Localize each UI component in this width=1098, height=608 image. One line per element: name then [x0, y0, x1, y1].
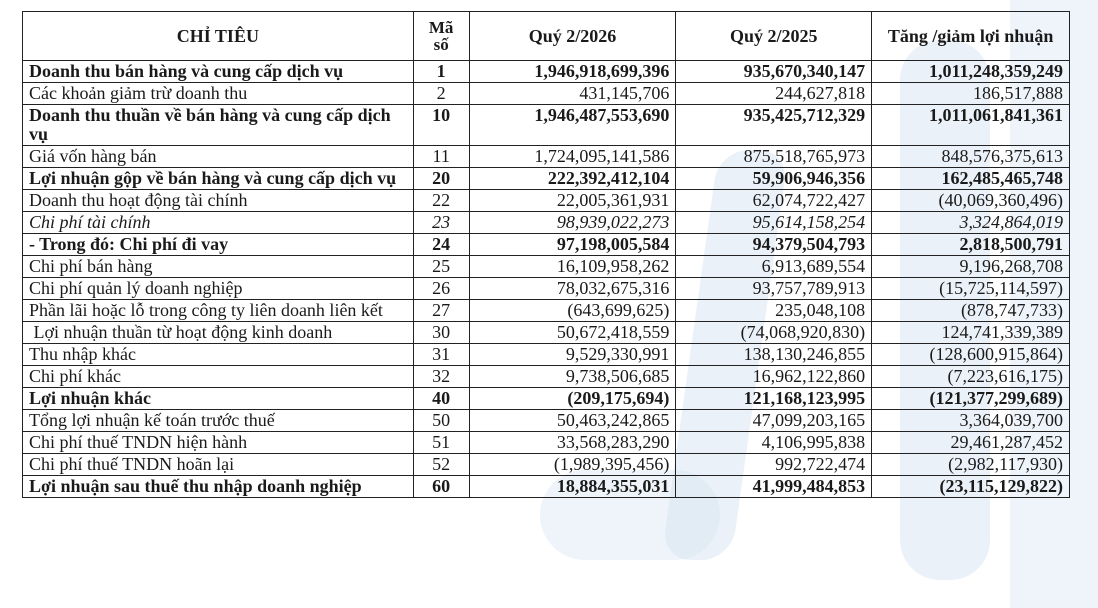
row-q2-2026: 1,946,487,553,690 [469, 105, 676, 146]
row-change: 2,818,500,791 [872, 234, 1070, 256]
row-q2-2025: (74,068,920,830) [676, 322, 872, 344]
row-label: Chi phí thuế TNDN hiện hành [23, 432, 414, 454]
row-code: 23 [413, 212, 469, 234]
row-q2-2025: 4,106,995,838 [676, 432, 872, 454]
table-row [23, 256, 1070, 278]
row-q2-2025: 875,518,765,973 [676, 146, 872, 168]
row-code: 32 [413, 366, 469, 388]
row-q2-2026: 78,032,675,316 [469, 278, 676, 300]
row-change: (40,069,360,496) [872, 190, 1070, 212]
row-code: 26 [413, 278, 469, 300]
row-change: (15,725,114,597) [872, 278, 1070, 300]
table-row [23, 366, 1070, 388]
row-label: Thu nhập khác [23, 344, 414, 366]
row-q2-2026: 1,724,095,141,586 [469, 146, 676, 168]
row-q2-2025: 16,962,122,860 [676, 366, 872, 388]
row-label: Chi phí tài chính [23, 212, 414, 234]
row-change: 3,364,039,700 [872, 410, 1070, 432]
row-q2-2026: 22,005,361,931 [469, 190, 676, 212]
row-q2-2026: 98,939,022,273 [469, 212, 676, 234]
row-code: 31 [413, 344, 469, 366]
header-code: Mã số [413, 12, 469, 61]
table-row [23, 476, 1070, 498]
table-row [23, 234, 1070, 256]
row-code: 60 [413, 476, 469, 498]
row-code: 1 [413, 61, 469, 83]
row-change: 848,576,375,613 [872, 146, 1070, 168]
row-q2-2025: 235,048,108 [676, 300, 872, 322]
header-change: Tăng /giảm lợi nhuận [872, 12, 1070, 61]
row-q2-2026: 1,946,918,699,396 [469, 61, 676, 83]
table-row [23, 168, 1070, 190]
row-code: 24 [413, 234, 469, 256]
row-q2-2026: 9,738,506,685 [469, 366, 676, 388]
row-q2-2026: 431,145,706 [469, 83, 676, 105]
table-row [23, 344, 1070, 366]
row-q2-2025: 41,999,484,853 [676, 476, 872, 498]
row-label: Doanh thu thuần về bán hàng và cung cấp dịch vụ [23, 105, 414, 146]
table-row [23, 388, 1070, 410]
header-q2-2025: Quý 2/2025 [676, 12, 872, 61]
row-change: 9,196,268,708 [872, 256, 1070, 278]
table-row [23, 105, 1070, 146]
header-indicator: CHỈ TIÊU [23, 12, 414, 61]
row-change: (121,377,299,689) [872, 388, 1070, 410]
row-change: (128,600,915,864) [872, 344, 1070, 366]
row-code: 22 [413, 190, 469, 212]
table-row [23, 146, 1070, 168]
header-q2-2026: Quý 2/2026 [469, 12, 676, 61]
row-change: 1,011,061,841,361 [872, 105, 1070, 146]
table-row [23, 190, 1070, 212]
row-change: (7,223,616,175) [872, 366, 1070, 388]
row-q2-2025: 935,425,712,329 [676, 105, 872, 146]
row-label: Chi phí bán hàng [23, 256, 414, 278]
row-q2-2025: 992,722,474 [676, 454, 872, 476]
row-code: 52 [413, 454, 469, 476]
row-q2-2026: 50,672,418,559 [469, 322, 676, 344]
row-code: 11 [413, 146, 469, 168]
row-label: Doanh thu hoạt động tài chính [23, 190, 414, 212]
row-q2-2026: 50,463,242,865 [469, 410, 676, 432]
row-q2-2025: 244,627,818 [676, 83, 872, 105]
row-code: 40 [413, 388, 469, 410]
row-label: Tổng lợi nhuận kế toán trước thuế [23, 410, 414, 432]
row-q2-2025: 6,913,689,554 [676, 256, 872, 278]
row-q2-2025: 935,670,340,147 [676, 61, 872, 83]
row-q2-2025: 95,614,158,254 [676, 212, 872, 234]
row-code: 30 [413, 322, 469, 344]
row-change: 3,324,864,019 [872, 212, 1070, 234]
row-q2-2026: (643,699,625) [469, 300, 676, 322]
table-row [23, 300, 1070, 322]
row-q2-2025: 138,130,246,855 [676, 344, 872, 366]
row-q2-2026: 16,109,958,262 [469, 256, 676, 278]
row-code: 2 [413, 83, 469, 105]
row-label: Lợi nhuận gộp về bán hàng và cung cấp dịch vụ [23, 168, 414, 190]
table-row [23, 454, 1070, 476]
row-change: 162,485,465,748 [872, 168, 1070, 190]
row-q2-2025: 47,099,203,165 [676, 410, 872, 432]
table-row [23, 83, 1070, 105]
row-q2-2025: 93,757,789,913 [676, 278, 872, 300]
row-change: (23,115,129,822) [872, 476, 1070, 498]
row-label: - Trong đó: Chi phí đi vay [23, 234, 414, 256]
row-code: 51 [413, 432, 469, 454]
row-label: Chi phí thuế TNDN hoãn lại [23, 454, 414, 476]
row-q2-2026: 9,529,330,991 [469, 344, 676, 366]
row-change: 186,517,888 [872, 83, 1070, 105]
row-q2-2025: 62,074,722,427 [676, 190, 872, 212]
row-q2-2025: 121,168,123,995 [676, 388, 872, 410]
row-q2-2026: 18,884,355,031 [469, 476, 676, 498]
row-q2-2026: (1,989,395,456) [469, 454, 676, 476]
row-change: 29,461,287,452 [872, 432, 1070, 454]
row-code: 10 [413, 105, 469, 146]
row-code: 25 [413, 256, 469, 278]
row-change: 1,011,248,359,249 [872, 61, 1070, 83]
row-q2-2025: 94,379,504,793 [676, 234, 872, 256]
row-label: Lợi nhuận thuần từ hoạt động kinh doanh [23, 322, 414, 344]
row-label: Phần lãi hoặc lỗ trong công ty liên doanh liên kết [23, 300, 414, 322]
table-row [23, 61, 1070, 83]
row-q2-2026: 33,568,283,290 [469, 432, 676, 454]
table-header-row [23, 12, 1070, 61]
row-label: Lợi nhuận sau thuế thu nhập doanh nghiệp [23, 476, 414, 498]
row-q2-2026: 222,392,412,104 [469, 168, 676, 190]
row-code: 27 [413, 300, 469, 322]
row-label: Chi phí quản lý doanh nghiệp [23, 278, 414, 300]
row-label: Chi phí khác [23, 366, 414, 388]
row-change: (2,982,117,930) [872, 454, 1070, 476]
row-q2-2026: (209,175,694) [469, 388, 676, 410]
table-row [23, 410, 1070, 432]
row-change: 124,741,339,389 [872, 322, 1070, 344]
row-label: Giá vốn hàng bán [23, 146, 414, 168]
table-row [23, 432, 1070, 454]
row-label: Lợi nhuận khác [23, 388, 414, 410]
table-row [23, 212, 1070, 234]
row-code: 20 [413, 168, 469, 190]
table-row [23, 278, 1070, 300]
row-change: (878,747,733) [872, 300, 1070, 322]
row-q2-2025: 59,906,946,356 [676, 168, 872, 190]
table-row [23, 322, 1070, 344]
row-q2-2026: 97,198,005,584 [469, 234, 676, 256]
income-statement-table [22, 11, 1070, 498]
row-label: Doanh thu bán hàng và cung cấp dịch vụ [23, 61, 414, 83]
row-code: 50 [413, 410, 469, 432]
row-label: Các khoản giảm trừ doanh thu [23, 83, 414, 105]
